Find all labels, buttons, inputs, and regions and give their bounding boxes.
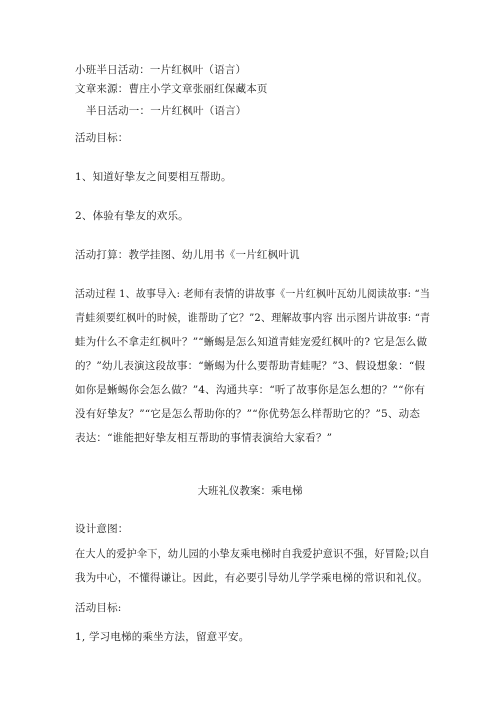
- goals-label: 活动目标：: [75, 132, 129, 144]
- process-line: 如你是蜥蜴你会怎么做？”4、沟通共享：“听了故事你是怎么想的？”“你有: [75, 384, 426, 396]
- process-line: 青蛙须要红枫叶的时候，谁帮助了它？”2、理解故事内容 出示图片讲故事: “青: [75, 312, 431, 324]
- goal-item-2-1: 1, 学习电梯的乘坐方法，留意平安。: [75, 631, 250, 643]
- process-line: 蛙为什么不拿走红枫叶？”“蜥蜴是怎么知道青蛙宠爱红枫叶的? 它是怎么做: [75, 336, 428, 348]
- goal-item-2: 2、体验有挚友的欢乐。: [75, 210, 189, 222]
- section-title: 大班礼仪教案：乘电梯: [197, 485, 303, 497]
- design-label: 设计意图：: [75, 523, 129, 535]
- goal-item-1: 1、知道好挚友之间要相互帮助。: [75, 171, 232, 183]
- preparation-line: 活动打算：教学挂图、幼儿用书《一片红枫叶讥: [75, 249, 300, 261]
- subtitle-line: 半日活动一：一片红枫叶（语言）: [86, 105, 247, 117]
- source-line: 文章来源：曹庄小学文章张丽红保藏本页: [75, 83, 268, 95]
- process-line: 的？”幼儿表演这段故事：“蜥蜴为什么要帮助青蛙呢？”3、假设想象：“假: [75, 360, 426, 372]
- process-line: 没有好挚友？”“它是怎么帮助你的？”“你优势怎么样帮助它的？”5、动态: [75, 408, 421, 420]
- process-line: 活动过程 1、故事导入: 老师有表情的讲故事《一片红枫叶瓦幼儿阅读故事: “当: [75, 288, 431, 300]
- design-line: 在大人的爱护伞下，幼儿园的小挚友乘电梯时自我爱护意识不强，好冒险;以自: [75, 548, 430, 560]
- process-line: 表达：“谁能把好挚友相互帮助的事情表演给大家看？”: [75, 432, 333, 444]
- document-title: 小班半日活动：一片红枫叶（语言）: [75, 64, 247, 76]
- goals-label-2: 活动目标:: [75, 602, 122, 614]
- design-line: 我为中心，不懂得谦让。因此，有必要引导幼儿学学乘电梯的常识和礼仪。: [75, 572, 429, 584]
